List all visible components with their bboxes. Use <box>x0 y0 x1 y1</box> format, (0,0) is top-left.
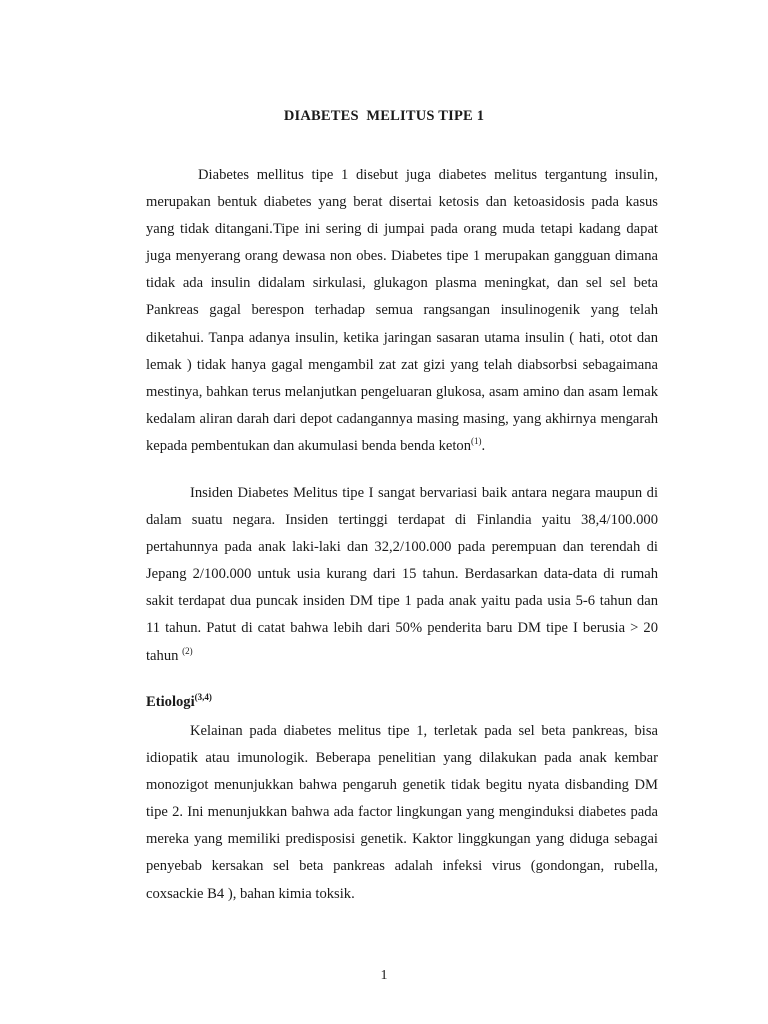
document-title: DIABETES MELITUS TIPE 1 <box>283 108 485 124</box>
paragraph-body <box>146 480 658 670</box>
paragraph-end: . <box>481 437 486 454</box>
paragraph-text: Kelainan pada diabetes melitus tipe 1, terletak pada sel beta pankreas, bisa idiopatik atau imunologik. Beberapa penelitian yang dilakukan pada anak kembar monozigot menunjukkan bahwa pengaruh genetik tidak begitu nyata disbanding DM tipe 2. Ini menunjukkan bahwa ada factor lingkungan yang menginduksi diabetes pada mereka yang memiliki predisposisi genetik. Kaktor linggkungan yang diduga sebagai penyebab kersakan sel beta pankreas adalah infeksi virus (gondongan, rubella, coxsackie B4 ), bahan kimia toksik. <box>146 723 658 902</box>
paragraph-body <box>146 162 658 460</box>
paragraph-definition <box>146 162 658 460</box>
citation-reference: (2) <box>182 645 193 656</box>
heading-text: Etiologi <box>146 694 195 710</box>
page-number: 1 <box>380 968 388 983</box>
citation-reference: (1) <box>471 435 482 446</box>
paragraph-incidence <box>146 480 658 670</box>
paragraph-etiology <box>146 718 658 908</box>
paragraph-body <box>146 718 658 908</box>
paragraph-text: Insiden Diabetes Melitus tipe I sangat bervariasi baik antara negara maupun di dalam suatu negara. Insiden tertinggi terdapat di Finlandia yaitu 38,4/100.000 pertahunnya pada anak laki-laki dan 32,2/100.000 pada perempuan dan terendah di Jepang 2/100.000 untuk usia kurang dari 15 tahun. Berdasarkan data-data di rumah sakit terdapat dua puncak insiden DM tipe 1 pada anak yaitu pada usia 5-6 tahun dan 11 tahun. Patut di catat bahwa lebih dari 50% penderita baru DM tipe I berusia > 20 tahun <box>146 485 658 664</box>
paragraph-text: Diabetes mellitus tipe 1 disebut juga diabetes melitus tergantung insulin, merupakan bentuk diabetes yang berat disertai ketosis dan ketoasidosis pada kasus yang tidak ditangani.Tipe ini sering di jumpai pada orang muda tetapi kadang dapat juga menyerang orang dewasa non obes. Diabetes tipe 1 merupakan gangguan dimana tidak ada insulin didalam sirkulasi, glukagon plasma meningkat, dan sel sel beta Pankreas gagal berespon terhadap semua rangsangan insulinogenik yang telah diketahui. Tanpa adanya insulin, ketika jaringan sasaran utama insulin ( hati, otot dan lemak ) tidak hanya gagal mengambil zat zat gizi yang telah diabsorbsi sebagaimana mestinya, bahkan terus melanjutkan pengeluaran glukosa, asam amino dan asam lemak kedalam aliran darah dari depot cadangannya masing masing, yang akhirnya mengarah kepada pembentukan dan akumulasi benda benda keton <box>146 167 658 454</box>
citation-reference: (3,4) <box>194 692 212 702</box>
section-heading-etiologi <box>146 692 212 712</box>
